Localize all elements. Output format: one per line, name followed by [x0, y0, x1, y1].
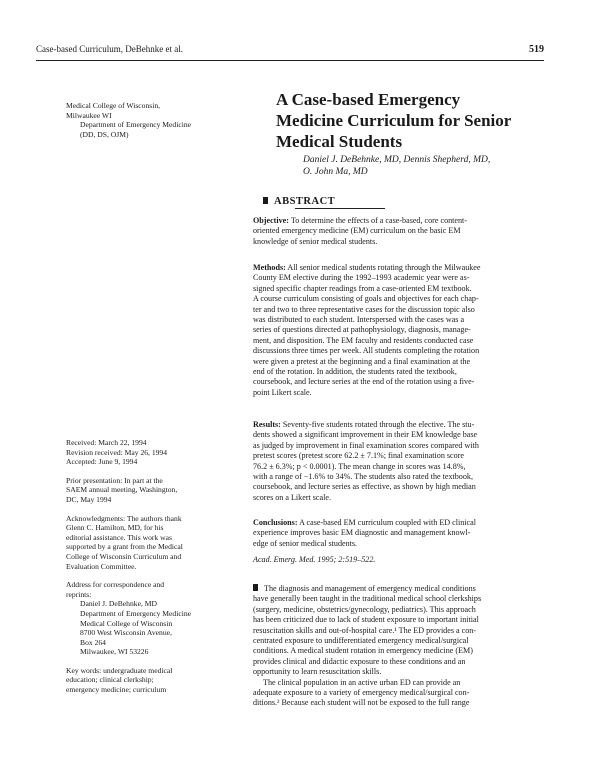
- affiliation-line: (DD, DS, OJM): [80, 129, 129, 139]
- prior-presentation: [66, 476, 216, 505]
- affiliation-line: Department of Emergency Medicine: [80, 120, 191, 130]
- methods-line: County EM elective during the 1992–1993 academic year were as-: [253, 273, 470, 283]
- objective-line: To determine the effects of a case-based, core content-: [290, 216, 467, 225]
- acknowledgments-line: supported by a grant from the Medical: [66, 542, 183, 552]
- intro-line: adequate exposure to a variety of emergency medical/surgical con-: [253, 688, 470, 698]
- methods-line: coursebook, and lecture series at the end of the rotation using a five-: [253, 377, 475, 387]
- methods-line: point Likert scale.: [253, 387, 312, 397]
- intro-line: (surgery, medicine, obstetrics/gynecology, pediatrics). This approach: [253, 604, 476, 614]
- results-line: Seventy-five students rotated through the elective. The stu-: [282, 420, 475, 429]
- prior-presentation-line: SAEM annual meeting, Washington,: [66, 485, 178, 495]
- acknowledgments-line: College of Wisconsin Curriculum and: [66, 551, 182, 561]
- abstract-methods: [253, 263, 545, 398]
- introduction: [253, 584, 545, 709]
- prior-presentation-line: DC, May 1994: [66, 494, 112, 504]
- title-line: Medical Students: [276, 132, 403, 151]
- affiliation-line: Milwaukee WI: [66, 110, 112, 120]
- page-number: 519: [529, 44, 544, 55]
- intro-line: conditions. A medical student rotation in emergency medicine (EM): [253, 646, 473, 656]
- objective-line: knowledge of senior medical students.: [253, 236, 378, 246]
- abstract-results: [253, 420, 545, 503]
- results-line: with a range of −1.6% to 34%. The students also rated the textbook,: [253, 472, 473, 482]
- intro-line: The diagnosis and management of emergency medical conditions: [264, 584, 476, 593]
- results-line: coursebook, and lecture series as effective, as shown by high median: [253, 482, 476, 492]
- results-line: as judged by improvement in final examination scores compared with: [253, 440, 479, 450]
- conclusions-line: experience improves basic EM diagnostic and management knowl-: [253, 528, 471, 538]
- abstract-heading-text: ABSTRACT: [274, 196, 336, 207]
- results-line: pretest scores (pretest score 62.2 ± 7.1%; final examination score: [253, 451, 464, 461]
- methods-line: ment, and disposition. The EM faculty and residents conducted case: [253, 335, 474, 345]
- objective-label: Objective:: [253, 216, 289, 225]
- acknowledgments-line: Evaluation Committee.: [66, 561, 137, 571]
- intro-line: resuscitation skills and out-of-hospital care.¹ The ED provides a con-: [253, 625, 476, 635]
- author-line: O. John Ma, MD: [303, 167, 368, 177]
- prior-presentation-line: Prior presentation: In part at the: [66, 475, 163, 485]
- title-line: Medicine Curriculum for Senior: [276, 111, 512, 130]
- methods-line: series of questions directed at pathophysiology, diagnosis, manage-: [253, 325, 471, 335]
- methods-label: Methods:: [253, 263, 286, 272]
- correspondence-line: 8700 West Wisconsin Avenue,: [80, 628, 172, 638]
- intro-line: centrated exposure to undifferentiated emergency medical/surgical: [253, 636, 469, 646]
- affiliation: [66, 101, 216, 139]
- date-line: Received: March 22, 1994: [66, 438, 147, 447]
- correspondence-line: Daniel J. DeBehnke, MD: [80, 599, 157, 609]
- intro-line: opportunity to learn resuscitation skills.: [253, 667, 382, 677]
- keywords-line: education; clinical clerkship;: [66, 675, 154, 685]
- running-title: Case-based Curriculum, DeBehnke et al.: [36, 44, 183, 54]
- acknowledgments-line: Acknowledgments: The authors thank: [66, 513, 182, 523]
- header-rule: [36, 60, 544, 61]
- methods-line: discussions three times per week. All students completing the rotation: [253, 346, 480, 356]
- author-line: Daniel J. DeBehnke, MD, Dennis Shepherd, MD,: [303, 155, 491, 165]
- results-line: scores on a Likert scale.: [253, 492, 331, 502]
- correspondence-line: Medical College of Wisconsin: [80, 618, 173, 628]
- sidebar-notes: [66, 438, 216, 704]
- methods-line: was distributed to each student. Interspersed with the cases was a: [253, 315, 465, 325]
- acknowledgments-line: Glenn C. Hamilton, MD, for his: [66, 523, 164, 533]
- conclusions-label: Conclusions:: [253, 518, 298, 527]
- keywords-line: Key words: undergraduate medical: [66, 665, 173, 675]
- correspondence: [66, 580, 216, 657]
- abstract-heading: [263, 196, 335, 207]
- keywords: [66, 666, 216, 695]
- journal-citation: Acad. Emerg. Med. 1995; 2:519–522.: [253, 555, 376, 564]
- dates-block: [66, 438, 216, 467]
- author-list: [303, 154, 490, 178]
- acknowledgments-line: editorial assistance. This work was: [66, 532, 172, 542]
- acknowledgments: [66, 514, 216, 572]
- running-header: [36, 44, 544, 60]
- abstract-conclusions: [253, 518, 545, 549]
- correspondence-line: Department of Emergency Medicine: [80, 608, 191, 618]
- abstract-rule: [295, 208, 385, 209]
- title-line: A Case-based Emergency: [276, 90, 461, 109]
- intro-line: provides clinical and didactic exposure to these conditions and an: [253, 656, 466, 666]
- conclusions-line: A case-based EM curriculum coupled with ED clinical: [299, 518, 476, 527]
- affiliation-line: Medical College of Wisconsin,: [66, 101, 161, 110]
- section-marker-icon: [253, 584, 258, 591]
- abstract-objective: [253, 216, 545, 247]
- methods-line: A course curriculum consisting of goals and objectives for each chap-: [253, 294, 479, 304]
- intro-line: has been criticized due to lack of student exposure to important initial: [253, 615, 479, 625]
- methods-line: All senior medical students rotating through the Milwaukee: [287, 263, 481, 272]
- methods-line: signed specific chapter readings from a case-oriented EM textbook.: [253, 283, 472, 293]
- methods-line: end of the rotation. In addition, the students rated the textbook,: [253, 367, 457, 377]
- conclusions-line: edge of senior medical students.: [253, 538, 358, 548]
- keywords-line: emergency medicine; curriculum: [66, 685, 167, 695]
- methods-line: ter and two to three representative cases for the discussion topic also: [253, 304, 475, 314]
- results-line: dents showed a significant improvement in their EM knowledge base: [253, 430, 478, 440]
- correspondence-line: Milwaukee, WI 53226: [80, 647, 149, 657]
- intro-line: have generally been taught in the traditional medical school clerkships: [253, 594, 482, 604]
- date-line: Accepted: June 9, 1994: [66, 457, 138, 467]
- results-label: Results:: [253, 420, 281, 429]
- correspondence-heading: Address for correspondence and: [66, 580, 165, 590]
- results-line: 76.2 ± 6.3%; p < 0.0001). The mean change in scores was 14.8%,: [253, 461, 466, 471]
- intro-line: ditions.² Because each student will not be exposed to the full range: [253, 698, 470, 708]
- objective-line: oriented emergency medicine (EM) curriculum on the basic EM: [253, 226, 461, 236]
- article-title: [276, 89, 546, 152]
- date-line: Revision received: May 26, 1994: [66, 447, 168, 457]
- methods-line: were given a pretest at the beginning and a final examination at the: [253, 356, 471, 366]
- correspondence-heading: reprints:: [66, 589, 92, 599]
- intro-line: The clinical population in an active urban ED can provide an: [263, 677, 461, 687]
- section-marker-icon: [263, 197, 268, 204]
- correspondence-line: Box 264: [80, 637, 106, 647]
